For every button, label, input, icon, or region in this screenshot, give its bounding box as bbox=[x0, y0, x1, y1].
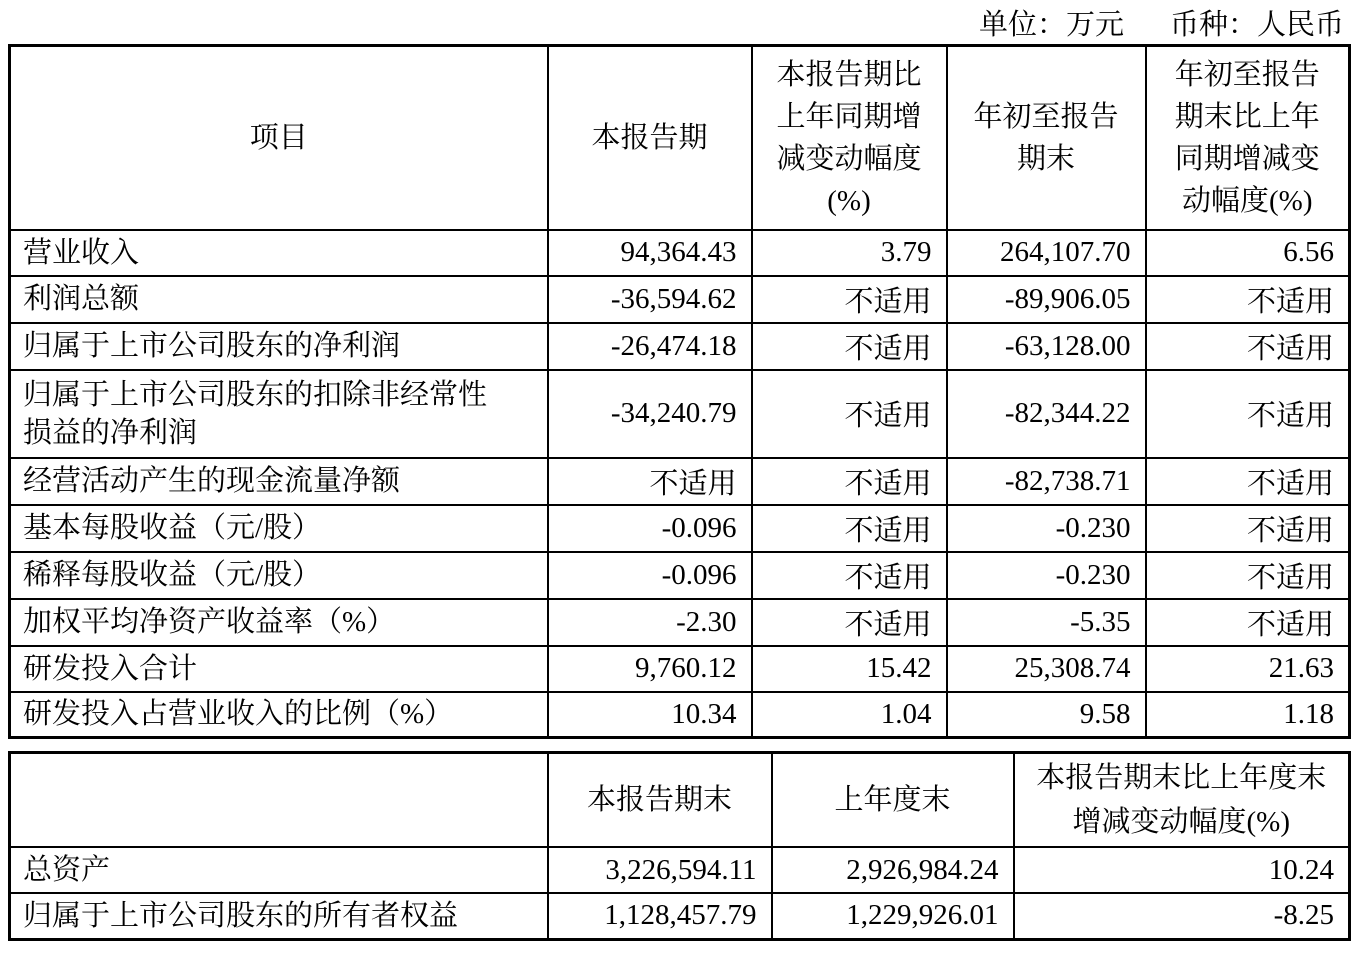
cell-value: 不适用 bbox=[752, 323, 947, 370]
table-row-owners-equity bbox=[10, 893, 1350, 939]
cell-value: 1.18 bbox=[1146, 692, 1350, 738]
cell-value: -63,128.00 bbox=[947, 323, 1146, 370]
cell-value: 10.34 bbox=[548, 692, 752, 738]
cell-value: -0.230 bbox=[947, 505, 1146, 552]
cell-value: 3,226,594.11 bbox=[548, 847, 772, 893]
column-header-prior-year-end: 上年度末 bbox=[772, 753, 1014, 848]
table-row-diluted-eps bbox=[10, 552, 1350, 599]
row-label: 利润总额 bbox=[10, 276, 548, 323]
cell-value: -0.230 bbox=[947, 552, 1146, 599]
unit-label: 单位：万元 bbox=[978, 8, 1124, 41]
main-financial-table bbox=[8, 44, 1351, 739]
row-label: 归属于上市公司股东的净利润 bbox=[10, 323, 548, 370]
cell-value: 不适用 bbox=[752, 276, 947, 323]
cell-value: 25,308.74 bbox=[947, 646, 1146, 692]
table-row-rd-ratio bbox=[10, 692, 1350, 738]
cell-value: 不适用 bbox=[752, 552, 947, 599]
column-header-item: 项目 bbox=[10, 46, 548, 230]
cell-value: -0.096 bbox=[548, 552, 752, 599]
row-label: 基本每股收益（元/股） bbox=[10, 505, 548, 552]
header-row bbox=[10, 753, 1350, 848]
row-label: 总资产 bbox=[10, 847, 548, 893]
table-row-net-profit bbox=[10, 323, 1350, 370]
cell-value: 6.56 bbox=[1146, 230, 1350, 276]
cell-value: 2,926,984.24 bbox=[772, 847, 1014, 893]
cell-value: -34,240.79 bbox=[548, 370, 752, 458]
table-row-rd-total bbox=[10, 646, 1350, 692]
cell-value: 不适用 bbox=[752, 458, 947, 505]
row-label: 研发投入合计 bbox=[10, 646, 548, 692]
table-row-revenue bbox=[10, 230, 1350, 276]
row-label: 加权平均净资产收益率（%） bbox=[10, 599, 548, 646]
row-label: 营业收入 bbox=[10, 230, 548, 276]
row-label: 稀释每股收益（元/股） bbox=[10, 552, 548, 599]
cell-value: 10.24 bbox=[1014, 847, 1350, 893]
cell-value: 不适用 bbox=[752, 599, 947, 646]
row-label: 经营活动产生的现金流量净额 bbox=[10, 458, 548, 505]
currency-label: 币种：人民币 bbox=[1169, 8, 1344, 41]
cell-value: 不适用 bbox=[1146, 370, 1350, 458]
cell-value: 264,107.70 bbox=[947, 230, 1146, 276]
cell-value: 9.58 bbox=[947, 692, 1146, 738]
column-header-current-period: 本报告期 bbox=[548, 46, 752, 230]
row-label: 归属于上市公司股东的所有者权益 bbox=[10, 893, 548, 939]
column-header-ytd-change: 年初至报告 期末比上年 同期增减变 动幅度(%) bbox=[1146, 46, 1350, 230]
cell-value: 不适用 bbox=[1146, 599, 1350, 646]
cell-value: -2.30 bbox=[548, 599, 752, 646]
column-header-period-end: 本报告期末 bbox=[548, 753, 772, 848]
balance-sheet-table bbox=[8, 751, 1351, 941]
cell-value: -36,594.62 bbox=[548, 276, 752, 323]
table-gap bbox=[0, 739, 1358, 751]
table-row-deducted-net-profit bbox=[10, 370, 1350, 458]
cell-value: -0.096 bbox=[548, 505, 752, 552]
column-header-change-vs-prior-year-end: 本报告期末比上年度末 增减变动幅度(%) bbox=[1014, 753, 1350, 848]
cell-value: 15.42 bbox=[752, 646, 947, 692]
cell-value: -82,738.71 bbox=[947, 458, 1146, 505]
cell-value: 9,760.12 bbox=[548, 646, 752, 692]
column-header-ytd: 年初至报告 期末 bbox=[947, 46, 1146, 230]
cell-value: 不适用 bbox=[1146, 458, 1350, 505]
cell-value: -8.25 bbox=[1014, 893, 1350, 939]
cell-value: 不适用 bbox=[1146, 505, 1350, 552]
cell-value: 不适用 bbox=[548, 458, 752, 505]
cell-value: -82,344.22 bbox=[947, 370, 1146, 458]
cell-value: 1.04 bbox=[752, 692, 947, 738]
cell-value: 不适用 bbox=[1146, 323, 1350, 370]
table-row-operating-cash-flow bbox=[10, 458, 1350, 505]
cell-value: 94,364.43 bbox=[548, 230, 752, 276]
row-label: 归属于上市公司股东的扣除非经常性 损益的净利润 bbox=[10, 370, 548, 458]
cell-value: 不适用 bbox=[752, 370, 947, 458]
table-row-basic-eps bbox=[10, 505, 1350, 552]
cell-value: -26,474.18 bbox=[548, 323, 752, 370]
cell-value: -5.35 bbox=[947, 599, 1146, 646]
cell-value: -89,906.05 bbox=[947, 276, 1146, 323]
cell-value: 不适用 bbox=[1146, 276, 1350, 323]
cell-value: 21.63 bbox=[1146, 646, 1350, 692]
cell-value: 不适用 bbox=[752, 505, 947, 552]
column-header-empty bbox=[10, 753, 548, 848]
row-label: 研发投入占营业收入的比例（%） bbox=[10, 692, 548, 738]
unit-currency-line bbox=[0, 0, 1358, 44]
table-row-total-assets bbox=[10, 847, 1350, 893]
table-row-weighted-roe bbox=[10, 599, 1350, 646]
cell-value: 3.79 bbox=[752, 230, 947, 276]
cell-value: 1,128,457.79 bbox=[548, 893, 772, 939]
table-row-total-profit bbox=[10, 276, 1350, 323]
header-row bbox=[10, 46, 1350, 230]
cell-value: 不适用 bbox=[1146, 552, 1350, 599]
column-header-period-change: 本报告期比 上年同期增 减变动幅度 (%) bbox=[752, 46, 947, 230]
cell-value: 1,229,926.01 bbox=[772, 893, 1014, 939]
